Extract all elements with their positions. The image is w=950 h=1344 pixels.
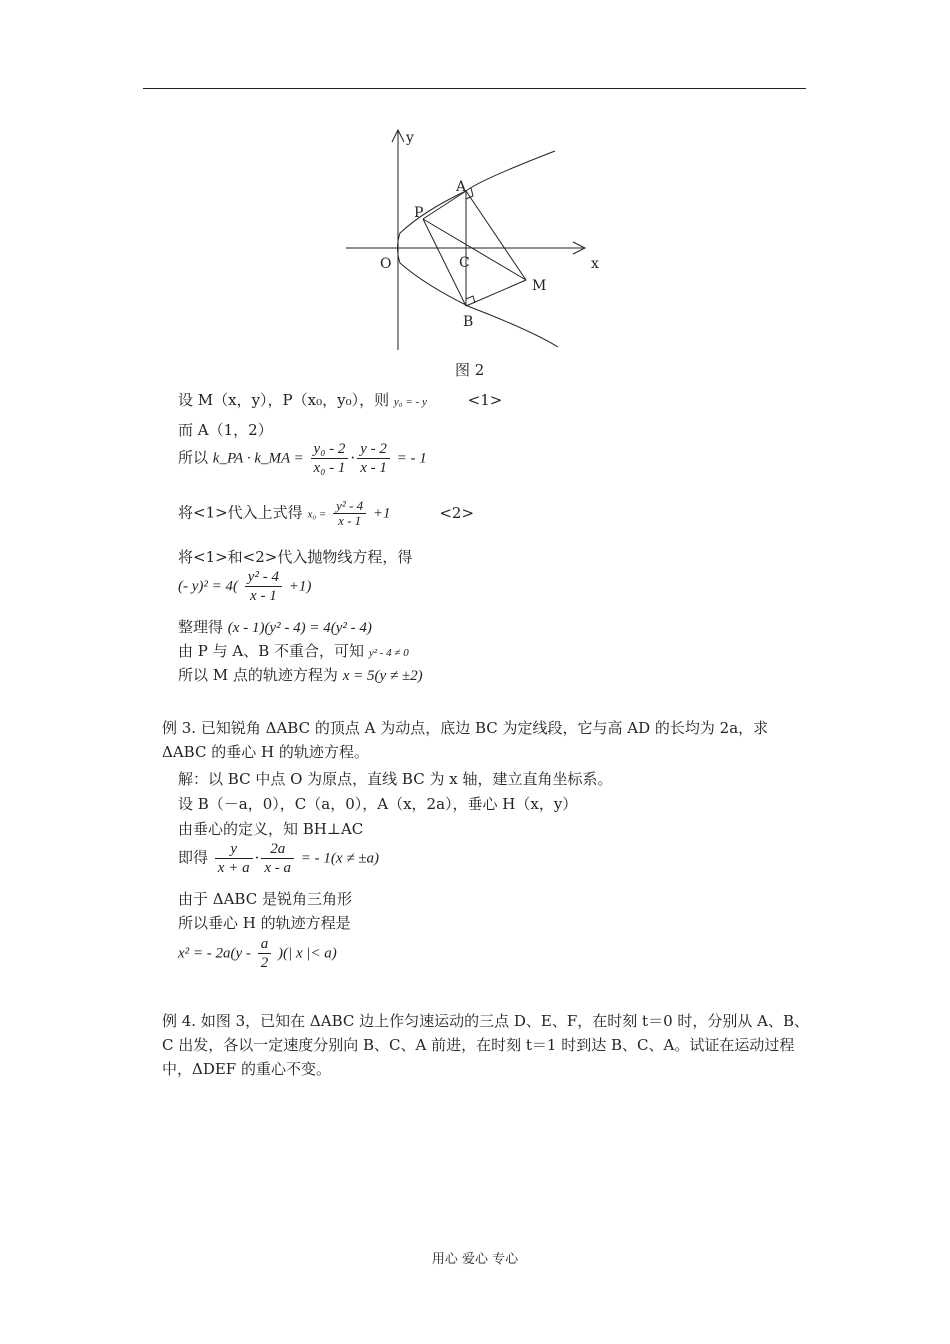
fraction: $\frac{2a}{x - a}$ — [261, 840, 294, 877]
ex2-line-6: (- y)² = 4( $\frac{\text{y² - 4}}{x - 1}$ +1) — [178, 569, 312, 604]
figure-2 — [340, 125, 610, 355]
ex2-line-7: 整理得 (x - 1)(y² - 4) = 4(y² - 4) — [178, 618, 372, 636]
segment-PA — [423, 191, 466, 219]
ex2-line-2: 而 A（1，2） — [178, 421, 273, 439]
label-C: C — [459, 255, 470, 271]
page-footer: 用心 爱心 专心 — [431, 1252, 519, 1267]
label-x: x — [591, 256, 599, 272]
ex2-line-3: 所以 k_PA · k_MA = $\frac{\text{y₀ - 2}}{\text{x₀ - 1}}$ · $\frac{y - 2}{x - 1}$ = - 1 — [178, 441, 427, 476]
fraction: $\frac{\text{y² - 4}}{x - 1}$ — [245, 568, 282, 605]
segment-AM — [466, 191, 526, 280]
parabola — [398, 151, 559, 347]
ex4-text: 例 4. 如图 3，已知在 ΔABC 边上作匀速运动的三点 D、E、F，在时刻 t＝0 时，分别从 A、B、C 出发，各以一定速度分别向 B、C、A 前进，在时刻 t＝1 时到达 B、C、A。试证在运动过程中，ΔDEF 的重心不变。 — [162, 1012, 810, 1078]
label-A: A — [456, 179, 467, 195]
ex3-line-6: 所以垂心 H 的轨迹方程是 — [178, 914, 351, 932]
ex3-line-7: x² = - 2a(y - $\frac{a}{2}$ )(| x |< a) — [178, 936, 337, 971]
fraction: $\frac{y - 2}{x - 1}$ — [357, 440, 390, 477]
ex3-intro: 例 3. 已知锐角 ΔABC 的顶点 A 为动点，底边 BC 为定线段，它与高 AD 的长均为 2a，求ΔABC 的垂心 H 的轨迹方程。 — [162, 719, 769, 761]
parabola-diagram — [340, 125, 610, 355]
fraction: $\frac{a}{2}$ — [258, 935, 272, 972]
ex3-line-5: 由于 ΔABC 是锐角三角形 — [178, 890, 352, 908]
label-y: y — [406, 130, 414, 146]
right-angle-B — [466, 296, 475, 303]
ex2-line-5: 将<1>和<2>代入抛物线方程，得 — [178, 548, 413, 566]
label-O: O — [380, 256, 392, 272]
header-rule — [143, 88, 806, 89]
fraction: $\frac{y}{x + a}$ — [215, 840, 253, 877]
label-B: B — [463, 314, 474, 330]
ex2-line-8: 由 P 与 A、B 不重合，可知 y² - 4 ≠ 0 — [178, 642, 409, 660]
ex3-line-3: 由垂心的定义，知 BH⊥AC — [178, 820, 364, 838]
ex3-line-1: 解：以 BC 中点 O 为原点，直线 BC 为 x 轴，建立直角坐标系。 — [178, 770, 613, 788]
ex3-line-4: 即得 $\frac{y}{x + a}$ · $\frac{2a}{x - a}$ = - 1(x ≠ ±a) — [178, 841, 380, 876]
ex3-line-2: 设 B（－a，0），C（a，0），A（x，2a），垂心 H（x，y） — [178, 795, 578, 813]
ex2-line-4: 将<1>代入上式得 x₀ = $\frac{\text{y² - 4}}{x - 1}$ +1 <2> — [178, 498, 475, 528]
label-M: M — [532, 278, 547, 294]
figure-caption: 图 2 — [455, 361, 485, 379]
fraction: $\frac{\text{y² - 4}}{x - 1}$ — [333, 499, 366, 528]
ex2-line-9: 所以 M 点的轨迹方程为 x = 5(y ≠ ±2) — [178, 666, 423, 684]
label-P: P — [414, 205, 424, 221]
ex2-line-1: 设 M（x，y），P（x₀，y₀），则 y₀ = - y <1> — [178, 391, 503, 409]
fraction: $\frac{\text{y₀ - 2}}{\text{x₀ - 1}}$ — [311, 440, 349, 477]
